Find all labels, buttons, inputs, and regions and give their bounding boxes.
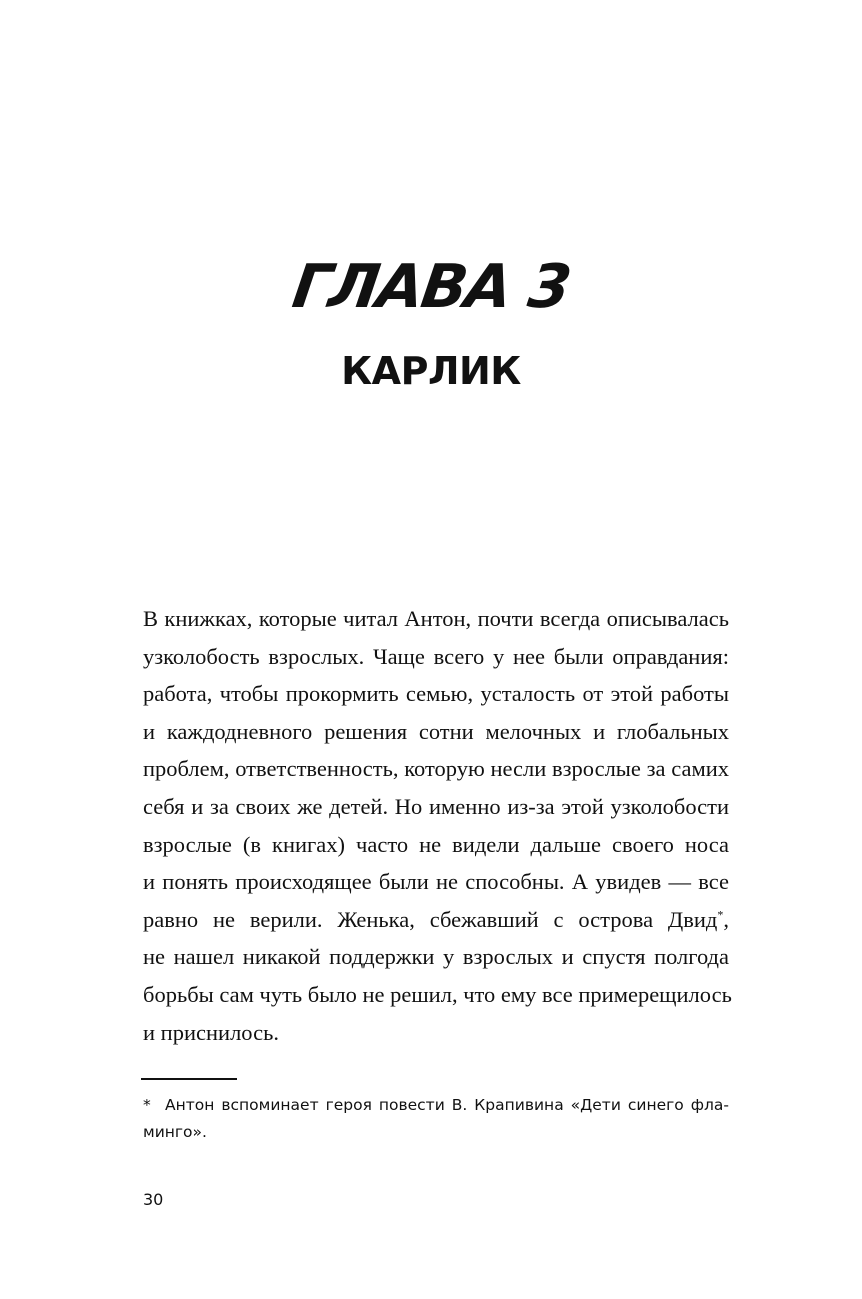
- footnote-reference[interactable]: *: [717, 907, 724, 922]
- footnote-divider: [141, 1078, 237, 1080]
- footnote-line-1: [143, 1092, 729, 1119]
- footnote-marker: *: [143, 1096, 151, 1114]
- body-line-3: работа, чтобы прокормить семью, усталость от этой работы: [143, 681, 729, 707]
- footnote-text-1: Антон вспоминает героя повести В. Крапивина «Дети синего фла-: [165, 1096, 729, 1114]
- body-line-9-tail: ,: [723, 906, 729, 932]
- body-line-7: взрослые (в книгах) часто не видели дальше своего носа: [143, 831, 729, 857]
- page-number: 30: [143, 1190, 164, 1209]
- body-line-5: проблем, ответственность, которую несли взрослые за самих: [143, 756, 729, 782]
- footnote-line-2: минго».: [143, 1123, 207, 1141]
- footnote: [143, 1092, 729, 1146]
- body-line-9: [143, 901, 729, 939]
- body-line-1: В книжках, которые читал Антон, почти всегда описывалась: [143, 606, 729, 631]
- body-line-11: борьбы сам чуть было не решил, что ему все примерещилось: [143, 981, 732, 1007]
- body-line-10: не нашел никакой поддержки у взрослых и спустя полгода: [143, 944, 729, 970]
- chapter-label: ГЛАВА 3: [288, 252, 574, 322]
- body-text: [143, 600, 732, 1051]
- body-line-2: узколобость взрослых. Чаще всего у нее были оправдания:: [143, 643, 729, 669]
- chapter-title: КАРЛИК: [341, 349, 521, 393]
- body-line-4: и каждодневного решения сотни мелочных и глобальных: [143, 718, 729, 744]
- body-line-8: и понять происходящее были не способны. А увидев — все: [143, 869, 729, 895]
- body-line-9-text: равно не верили. Женька, сбежавший с острова Двид: [143, 906, 718, 932]
- body-line-12: и приснилось.: [143, 1019, 279, 1045]
- body-line-6: себя и за своих же детей. Но именно из-за этой узколобости: [143, 793, 729, 819]
